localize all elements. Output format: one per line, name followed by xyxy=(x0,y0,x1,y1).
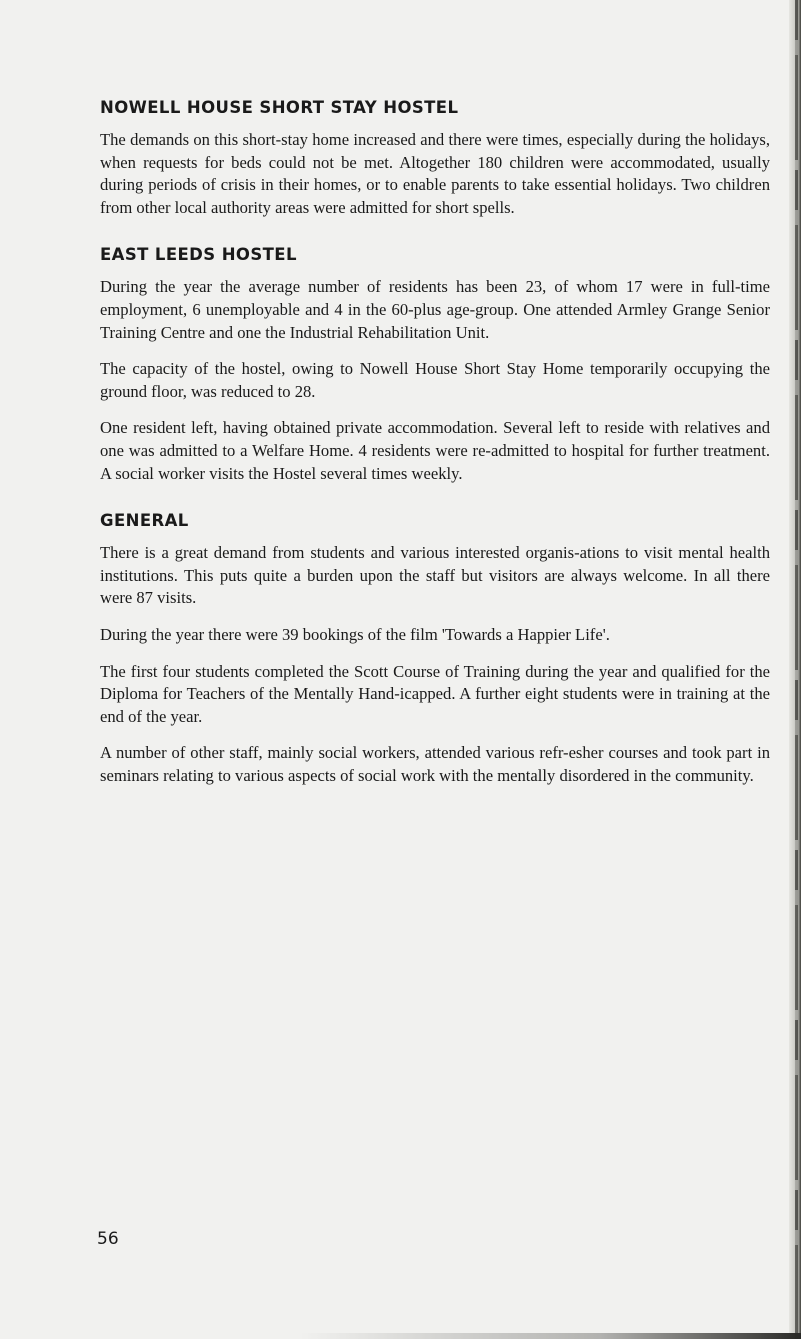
paragraph: The demands on this short-stay home increased and there were times, especially during the holidays, when requests for beds could not be met. Altogether 180 children were accommodated, usually during periods of crisis in their homes, or to enable parents to take essential holidays. Two children from other local authority areas were admitted for short spells. xyxy=(100,130,770,217)
page-bottom-shadow xyxy=(300,1333,801,1339)
paragraph: One resident left, having obtained private accommodation. Several left to reside with relatives and one was admitted to a Welfare Home. 4 residents were re-admitted to hospital for further treatment. A social worker visits the Hostel several times weekly. xyxy=(100,418,770,483)
page-number: 56 xyxy=(97,1229,119,1249)
section-heading: GENERAL xyxy=(100,511,189,531)
paragraph: During the year there were 39 bookings of the film 'Towards a Happier Life'. xyxy=(100,624,610,644)
section-east-leeds-hostel xyxy=(100,243,770,485)
paragraph: There is a great demand from students and various interested organis-ations to visit mental health institutions. This puts quite a burden upon the staff but visitors are always welcome. In all there were 87 visits. xyxy=(100,543,770,608)
section-heading: NOWELL HOUSE SHORT STAY HOSTEL xyxy=(100,98,459,117)
page-binding-edge xyxy=(789,0,801,1339)
paragraph: The capacity of the hostel, owing to Nowell House Short Stay Home temporarily occupying the ground floor, was reduced to 28. xyxy=(100,359,770,401)
page-content xyxy=(100,96,770,811)
paragraph: A number of other staff, mainly social workers, attended various refr-esher courses and took part in seminars relating to various aspects of social work with the mentally disordered in the community. xyxy=(100,743,770,785)
section-heading: EAST LEEDS HOSTEL xyxy=(100,245,297,265)
paragraph: During the year the average number of residents has been 23, of whom 17 were in full-time employment, 6 unemployable and 4 in the 60-plus age-group. One attended Armley Grange Senior Training Centre and one the Industrial Rehabilitation Unit. xyxy=(100,277,770,342)
paragraph: The first four students completed the Scott Course of Training during the year and qualified for the Diploma for Teachers of the Mentally Hand-icapped. A further eight students were in training at the end of the year. xyxy=(100,661,770,726)
section-nowell-house xyxy=(100,96,770,219)
section-general xyxy=(100,509,770,787)
